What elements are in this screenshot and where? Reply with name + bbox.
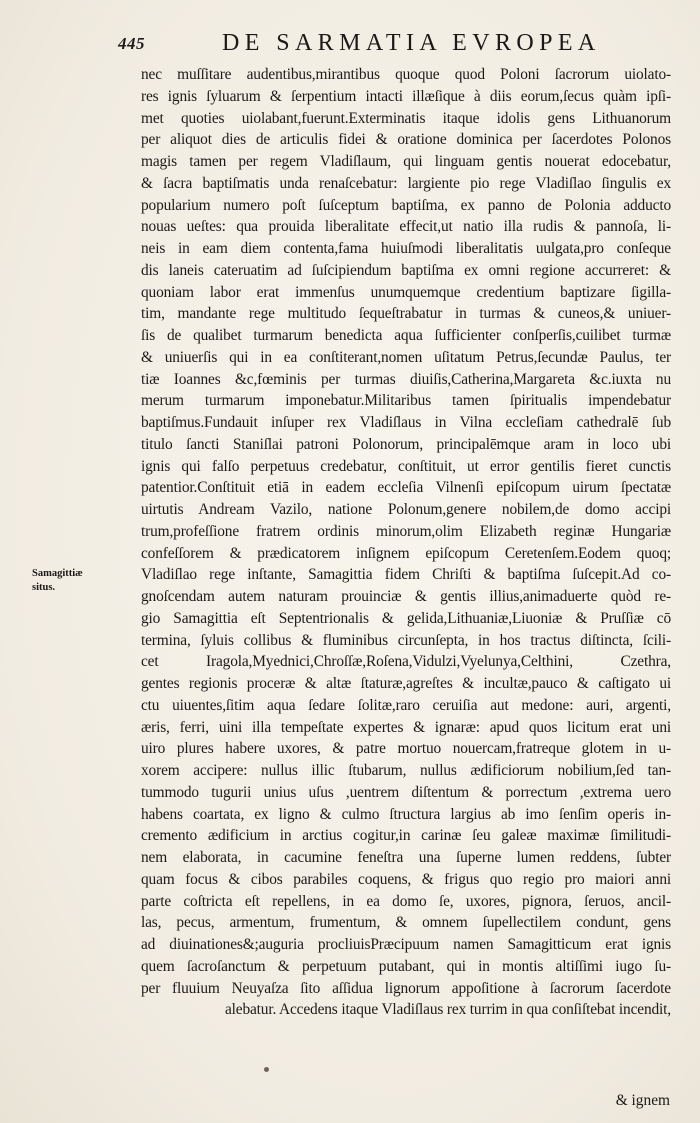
ink-spot xyxy=(264,1067,269,1072)
text-line: termina, ſyluis collibus & fluminibus circunſepta, in hos tractus diſtincta, ſcili- xyxy=(141,631,671,649)
text-line: & ſacra baptiſmatis unda renaſcebatur: largiente pio rege Vladiſlao ſingulis ex xyxy=(141,174,671,192)
text-line: nem elaborata, in cacumine feneſtra una ſuperne lumen reddens, ſubter xyxy=(141,849,671,866)
text-line: cremento ædificium in arctius cogitur,in carinæ ſeu galeæ maximæ ſimilitudi- xyxy=(141,827,671,845)
page-header xyxy=(118,30,678,58)
text-line: nec muſſitare audentibus,mirantibus quoque quod Poloni ſacrorum uiolato- xyxy=(141,66,671,83)
text-line: alebatur. Accedens itaque Vladiſlaus rex turrim in qua conſiſtebat incendit, xyxy=(224,1001,671,1019)
running-title: DE SARMATIA EVROPEA xyxy=(222,30,601,56)
text-line: per fluuium Neuyaſza ſito aſſidua lignorum appoſitione à ſacrorum ſacerdote xyxy=(141,979,671,997)
text-line: quam focus & cibos parabiles coquens, & frigus quo regio pro maiori anni xyxy=(141,870,671,888)
text-line: res ignis ſyluarum & ſerpentium intacti illæſique à diis eorum,ſecus quàm ipſi- xyxy=(141,87,671,105)
text-line: trum,profeſſione fratrem ordinis minorum,olim Elizabeth reginæ Hungariæ xyxy=(141,522,671,540)
text-line: uiro plures habere uxores, & patre mortuo nouercam,fratreque glotem in u- xyxy=(141,740,671,758)
text-line: baptiſmus.Fundauit inſuper rex Vladiſlaus in Vilna eccleſiam cathedralē ſub xyxy=(141,414,671,431)
text-line: ſis de qualibet turmarum benedicta aqua ſufficienter conſperſis,cuilibet turmæ xyxy=(141,327,671,344)
text-line: gentes regionis proceræ & altæ ſtaturæ,agreſtes & incultæ,pauco & caſtigato ui xyxy=(141,675,671,692)
marginal-note-line: situs. xyxy=(32,582,56,593)
text-line: magis tamen per regem Vladiſlaum, qui linguam gentis nouerat edocebatur, xyxy=(141,153,671,170)
text-line: neis in eam diem contenta,fama huiuſmodi liberalitatis uulgata,pro conſeque xyxy=(141,240,671,257)
text-line: quem ſacroſanctum & perpetuum putabant, qui in montis altiſſimi iugo ſu- xyxy=(141,957,671,975)
text-line: nouas ueſtes: qua prouida liberalitate effecit,ut natio illa rudis & pannoſa, li- xyxy=(141,218,671,236)
text-line: ad diuinationes&;auguria procliuisPræcipuum namen Samagitticum erat ignis xyxy=(141,936,671,953)
text-line: tim, mandante rege multitudo ſequeſtrabatur in turmas & cuneos,& uniuer- xyxy=(141,305,671,323)
text-line: uirtutis Andream Vazilo, natione Polonum,genere nobilem,de domo accipi xyxy=(141,501,671,518)
text-line: gnoſcendam autem naturam prouinciæ & gentis illius,animaduerte quòd re- xyxy=(141,588,671,605)
text-line: per aliquot dies de articulis fidei & oratione dominica per ſacerdotes Polonos xyxy=(141,131,671,149)
text-line: quoniam labor erat immenſus unumquemque credentium baptizare ſigilla- xyxy=(141,283,671,301)
text-line: las, pecus, armentum, frumentum, & omnem ſupellectilem condunt, gens xyxy=(141,914,671,932)
text-line: cet Iragola,Myednici,Chroſſæ,Roſena,Vidulzi,Vyelunya,Celthini, Czethra, xyxy=(141,653,671,671)
text-line: gio Samagittia eſt Septentrionalis & gelida,Lithuaniæ,Liuoniæ & Pruſſiæ cō xyxy=(141,609,671,627)
text-line: titulo ſancti Staniſlai patroni Polonorum, principalēmque aram in loco ubi xyxy=(141,435,671,453)
text-line: dis laneis cateruatim ad ſuſcipiendum baptiſma ex omni regione accurreret: & xyxy=(141,261,671,279)
text-line: confeſſorem & prædicatorem inſignem epiſcopum Ceretenſem.Eodem quoq; xyxy=(141,544,671,562)
text-line: & uniuerſis qui in ea conſtiterant,nomen uſitatum Petrus,ſecundæ Paulus, ter xyxy=(141,348,671,366)
body-text xyxy=(141,64,671,1021)
marginal-note-line: Samagittiæ xyxy=(32,568,83,579)
text-line: popularium numero poſt ſuſceptum baptiſma, ex panno de Polonia adducto xyxy=(141,196,671,214)
catchword: & ignem xyxy=(615,1092,670,1109)
text-line: xorem accipere: nullus illic ſtubarum, nullus ædificiorum nobilium,ſed tan- xyxy=(141,762,671,779)
text-line: merum turmarum imponebatur.Militaribus tamen ſpiritualis impendebatur xyxy=(141,392,671,410)
marginal-note xyxy=(32,567,116,595)
text-line: Vladiſlao rege inſtante, Samagittia fidem Chriſti & baptiſma ſuſcepit.Ad co- xyxy=(141,566,671,584)
text-line: ignis qui falſo perpetuus credebatur, conſtituit, ut error gentilis fieret cunctis xyxy=(141,457,671,475)
text-line: tummodo tugurii unius uſus ,uentrem diſtentum & porrectum ,extrema uero xyxy=(141,783,671,801)
text-line: patentior.Conſtituit etiā in eadem eccleſia Vilnenſi epiſcopum uirum ſpectatæ xyxy=(141,479,671,497)
text-line: met quoties uiolabant,fuerunt.Exterminatis itaque idolis gens Lithuanorum xyxy=(141,109,671,127)
text-line: parte coſtricta eſt repellens, in ea domo ſe, uxores, pignora, ſeruos, ancil- xyxy=(141,892,671,910)
text-line: tiæ Ioannes &c,fœminis per turmas diuiſis,Catherina,Margareta &c.iuxta nu xyxy=(141,370,671,388)
text-line: æris, ferri, uini illa tempeſtate expertes & ignaræ: apud quos licitum erat uni xyxy=(141,718,671,736)
page-number: 445 xyxy=(118,34,145,53)
text-line: habens coartata, ex ligno & culmo ſtructura largius ab imo ſenſim operis in- xyxy=(141,805,671,823)
text-line: ctu uiuentes,ſitim aqua ſedare ſolitæ,raro ceruiſia aut medone: auri, argenti, xyxy=(141,696,671,714)
